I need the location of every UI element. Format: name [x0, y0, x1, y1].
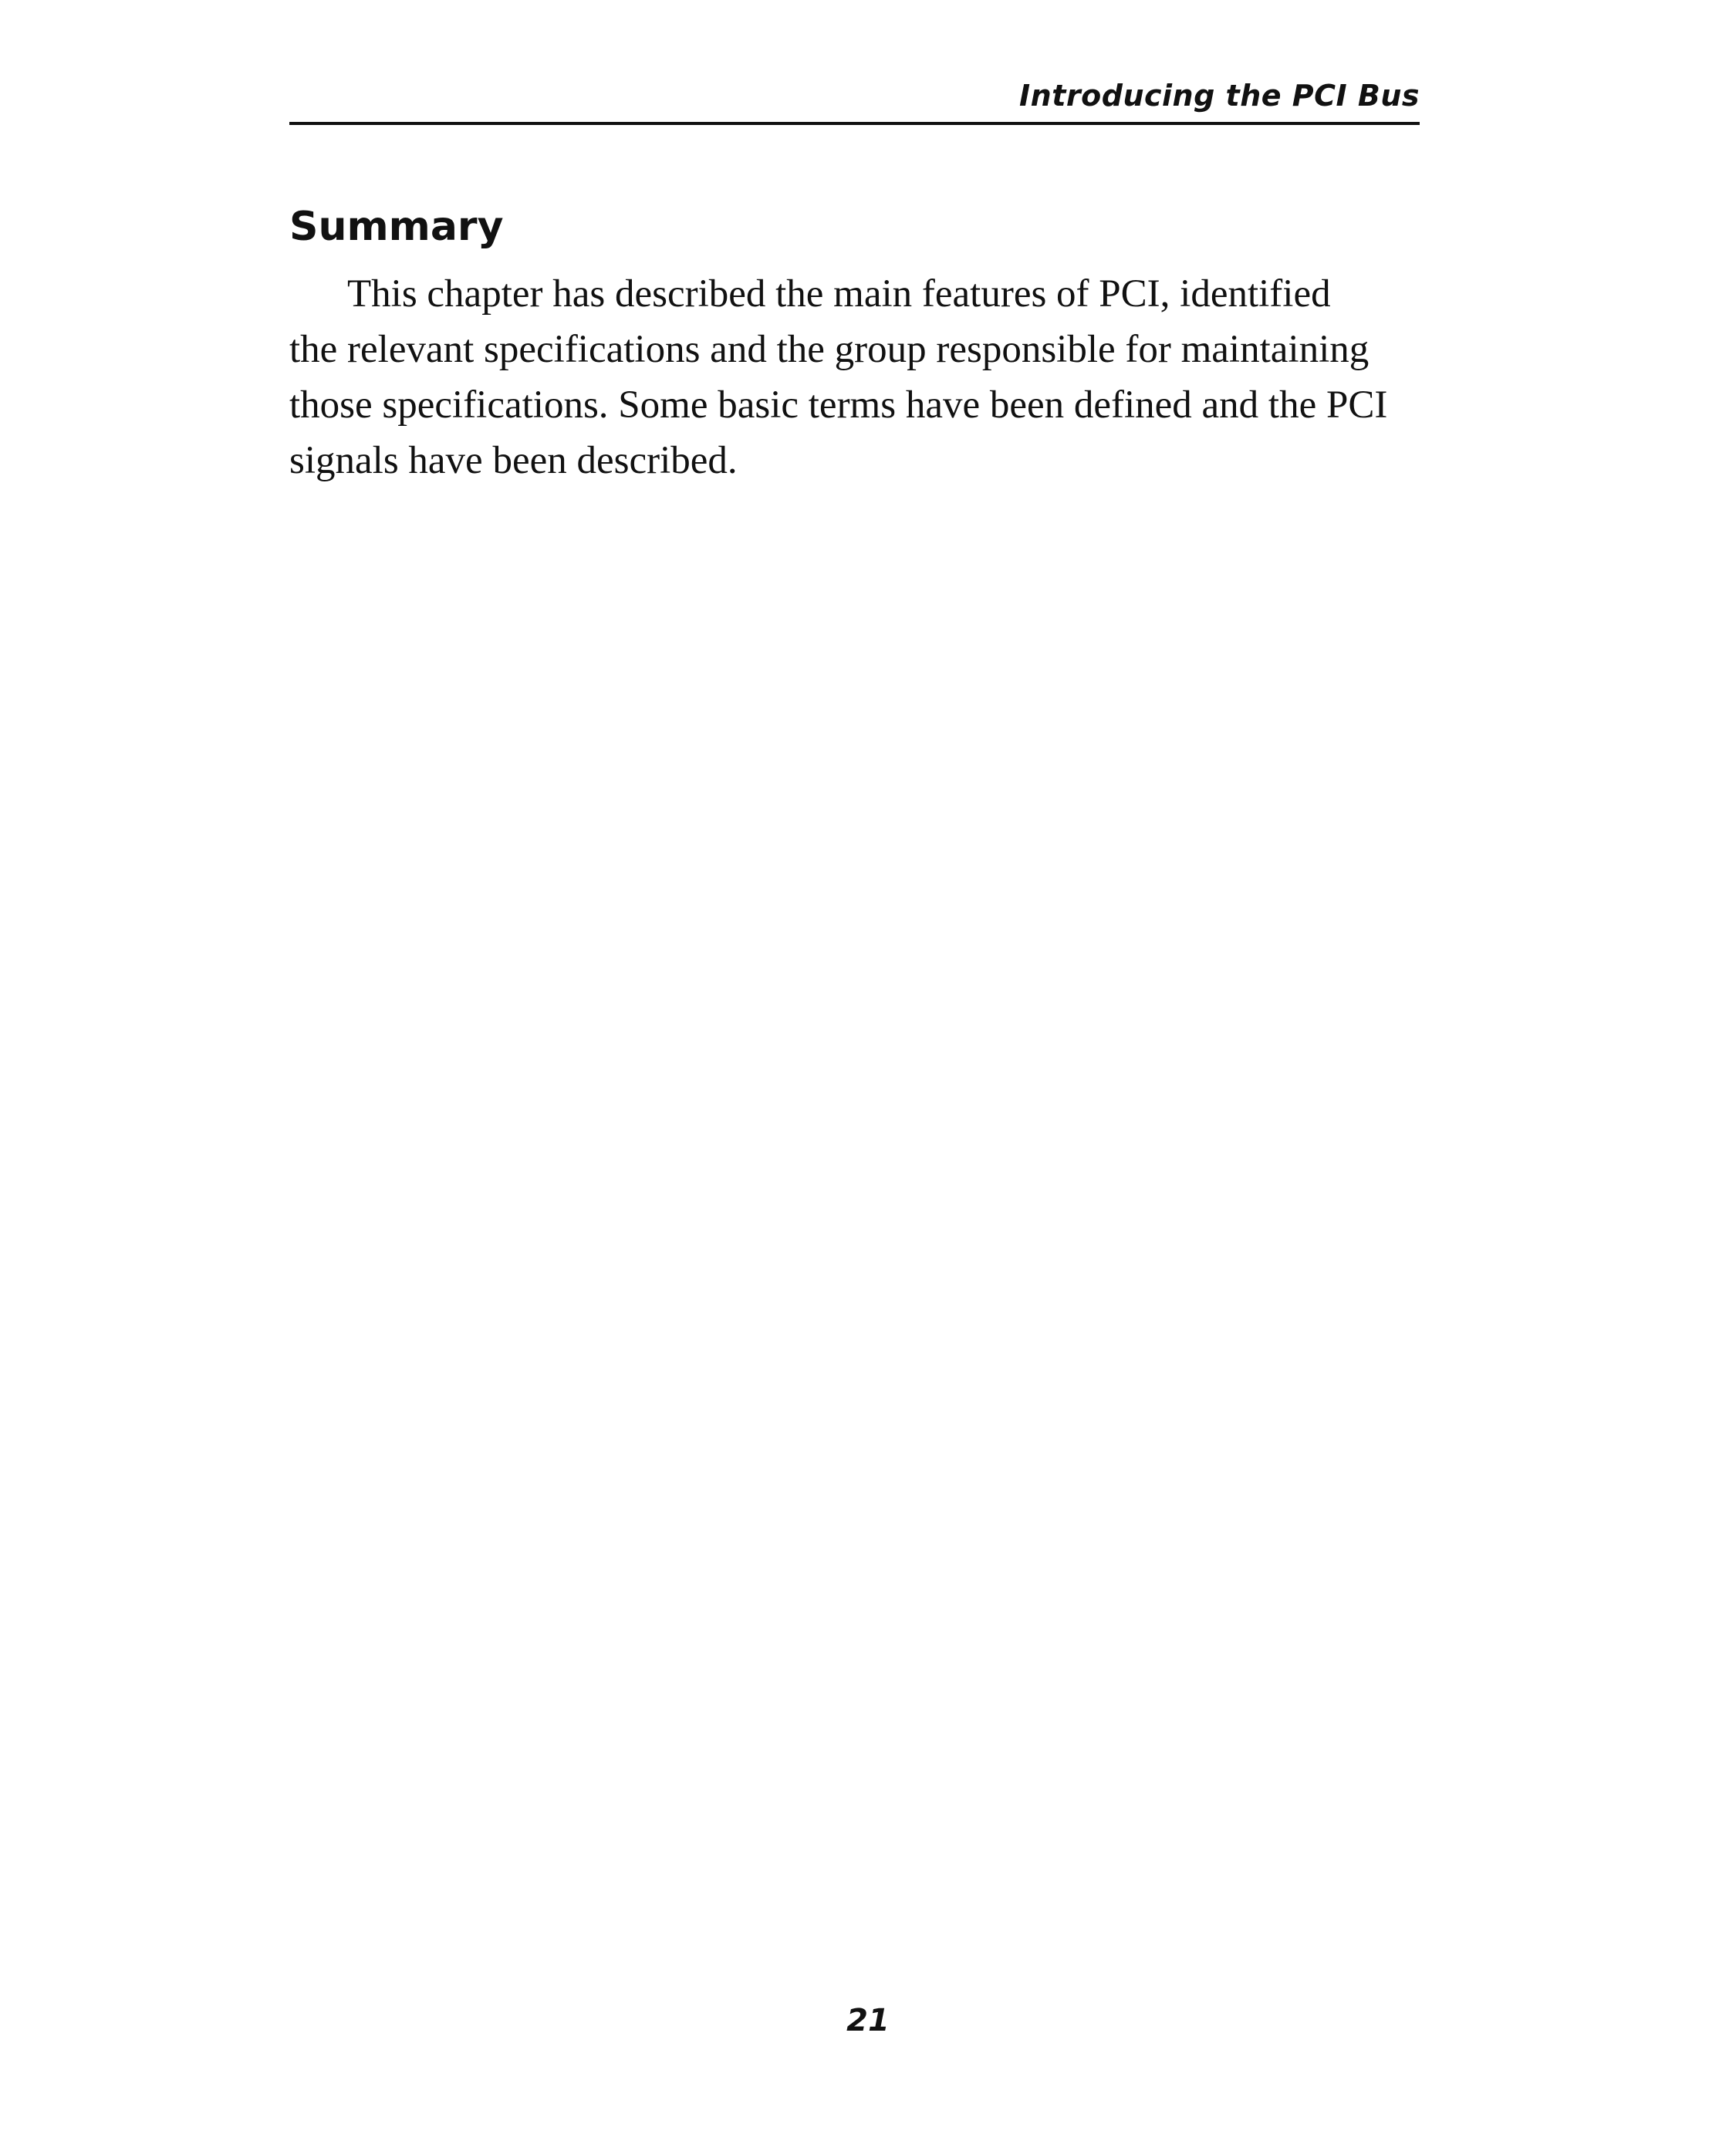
section-heading: Summary — [289, 204, 504, 250]
paragraph-line-2: the relevant specifications and the group responsible for maintaining — [289, 328, 1370, 371]
paragraph-line-1: This chapter has described the main features of PCI, identified — [347, 272, 1331, 316]
page-number: 21 — [846, 2003, 890, 2038]
summary-paragraph — [289, 266, 1424, 488]
paragraph-line-4: signals have been described. — [289, 439, 738, 482]
running-header-title: Introducing the PCI Bus — [1019, 79, 1420, 113]
running-header — [289, 77, 1420, 125]
paragraph-line-3: those specifications. Some basic terms have been defined and the PCI — [289, 383, 1388, 427]
